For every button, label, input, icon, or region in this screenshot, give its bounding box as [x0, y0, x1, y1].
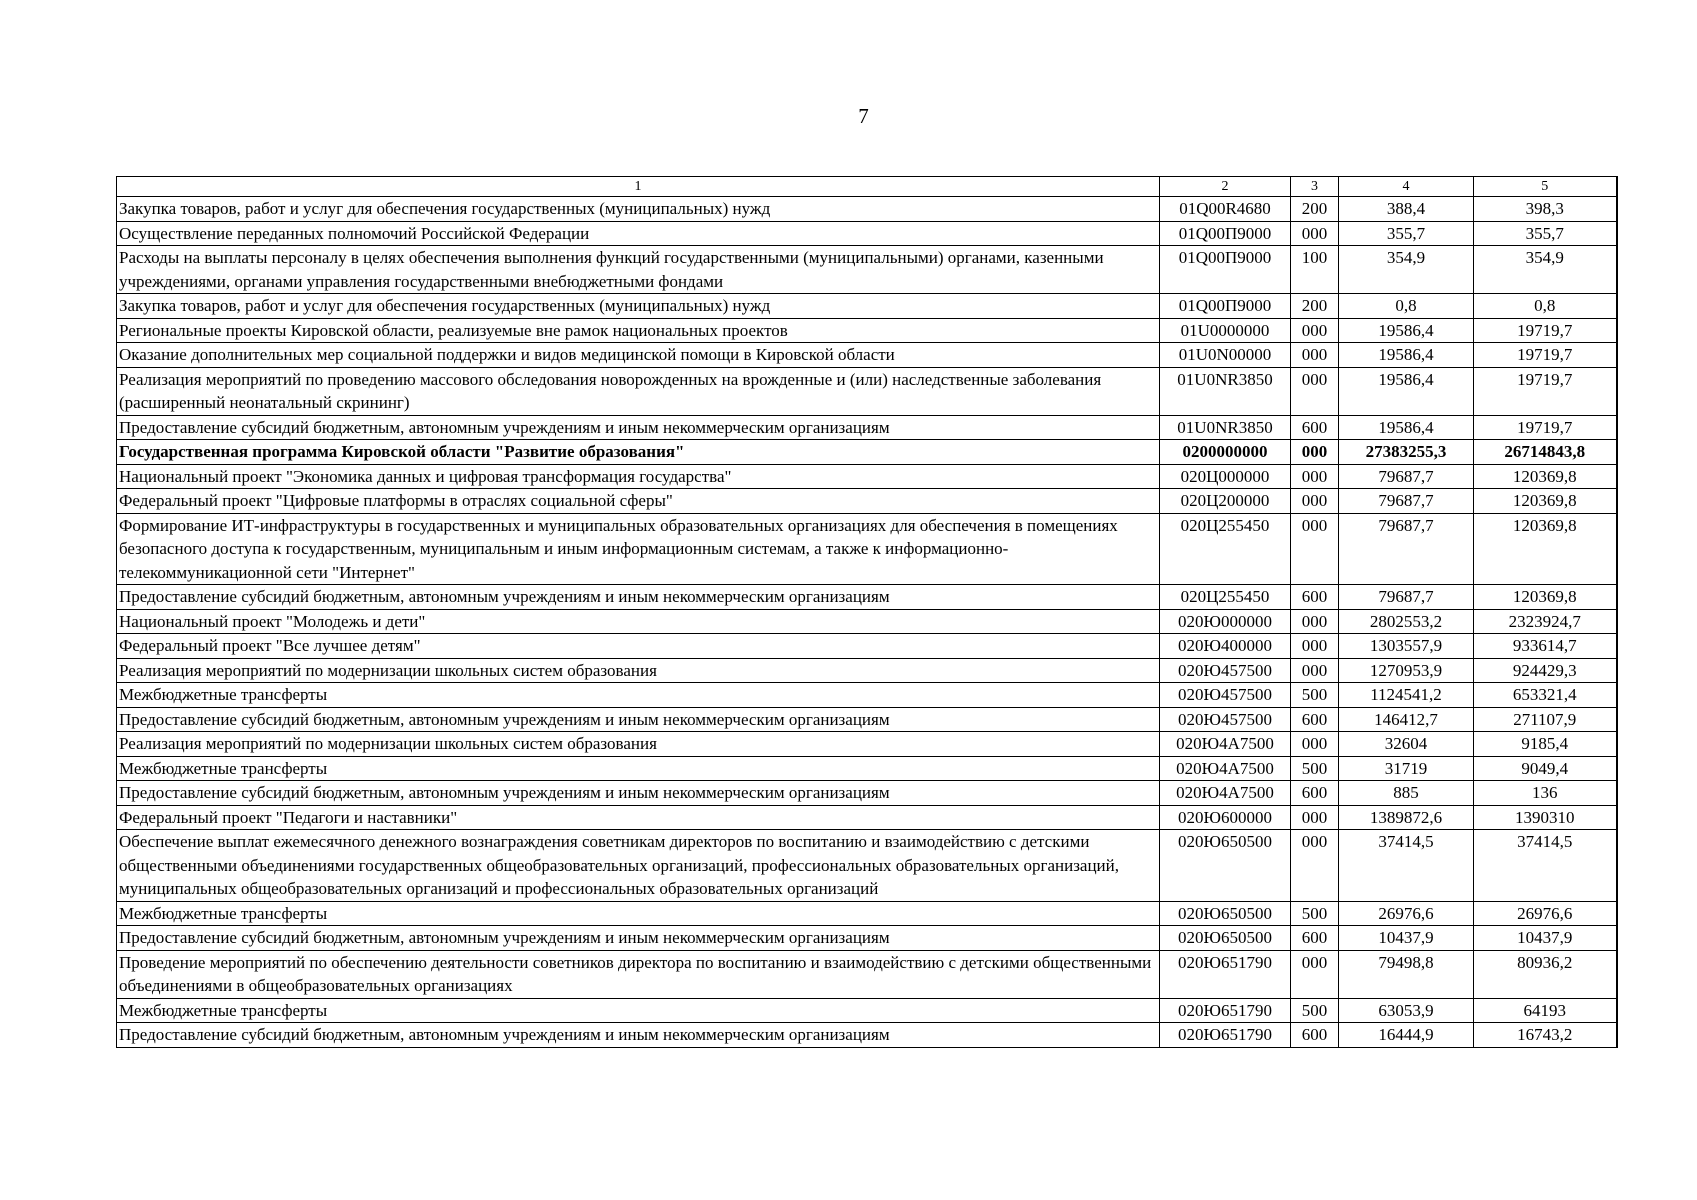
table-row: [117, 926, 1617, 951]
row-value-col4-cell: 79498,8: [1339, 950, 1474, 998]
page-number: 7: [858, 104, 869, 128]
row-code-cell: 01U0N00000: [1160, 343, 1291, 368]
row-value-col4-cell: 19586,4: [1339, 415, 1474, 440]
row-expense-type-cell: 500: [1291, 683, 1339, 708]
row-expense-type-cell: 000: [1291, 221, 1339, 246]
row-expense-type-cell: 000: [1291, 367, 1339, 415]
row-expense-type-cell: 000: [1291, 732, 1339, 757]
row-expense-type-cell: 600: [1291, 585, 1339, 610]
table-row: [117, 609, 1617, 634]
row-value-col5-cell: 80936,2: [1474, 950, 1617, 998]
row-value-col5-cell: 120369,8: [1474, 513, 1617, 585]
row-code-cell: 01Q00R4680: [1160, 197, 1291, 222]
row-code-cell: 020Ю457500: [1160, 683, 1291, 708]
row-code-cell: 020Ю4А7500: [1160, 781, 1291, 806]
row-expense-type-cell: 000: [1291, 609, 1339, 634]
row-expense-type-cell: 000: [1291, 634, 1339, 659]
row-name-cell: Формирование ИТ-инфраструктуры в государственных и муниципальных образовательных организациях для обеспечения в помещениях безопасного доступа к государственным, муниципальным и иным информационным системам, а также к информационно-телекоммуникационной сети "Интернет": [117, 513, 1160, 585]
row-value-col4-cell: 1270953,9: [1339, 658, 1474, 683]
row-value-col5-cell: 120369,8: [1474, 464, 1617, 489]
row-value-col4-cell: 26976,6: [1339, 901, 1474, 926]
row-value-col4-cell: 16444,9: [1339, 1023, 1474, 1048]
row-value-col4-cell: 2802553,2: [1339, 609, 1474, 634]
row-code-cell: 020Ю4А7500: [1160, 756, 1291, 781]
row-expense-type-cell: 600: [1291, 1023, 1339, 1048]
column-header-1: 1: [117, 177, 1160, 197]
row-expense-type-cell: 000: [1291, 440, 1339, 465]
row-code-cell: 01Q00П9000: [1160, 246, 1291, 294]
table-row: [117, 830, 1617, 902]
row-expense-type-cell: 100: [1291, 246, 1339, 294]
row-expense-type-cell: 000: [1291, 513, 1339, 585]
row-value-col4-cell: 32604: [1339, 732, 1474, 757]
row-code-cell: 020Ю651790: [1160, 998, 1291, 1023]
row-value-col4-cell: 10437,9: [1339, 926, 1474, 951]
row-expense-type-cell: 000: [1291, 343, 1339, 368]
row-name-cell: Федеральный проект "Все лучшее детям": [117, 634, 1160, 659]
row-value-col5-cell: 19719,7: [1474, 343, 1617, 368]
row-value-col5-cell: 10437,9: [1474, 926, 1617, 951]
row-name-cell: Региональные проекты Кировской области, реализуемые вне рамок национальных проектов: [117, 318, 1160, 343]
row-value-col5-cell: 64193: [1474, 998, 1617, 1023]
table-row: [117, 781, 1617, 806]
column-header-4: 4: [1339, 177, 1474, 197]
row-code-cell: 020Ю651790: [1160, 1023, 1291, 1048]
row-name-cell: Межбюджетные трансферты: [117, 756, 1160, 781]
row-value-col4-cell: 146412,7: [1339, 707, 1474, 732]
row-value-col5-cell: 354,9: [1474, 246, 1617, 294]
table-row: [117, 998, 1617, 1023]
row-name-cell: Межбюджетные трансферты: [117, 998, 1160, 1023]
row-name-cell: Федеральный проект "Цифровые платформы в отраслях социальной сферы": [117, 489, 1160, 514]
row-code-cell: 020Ю650500: [1160, 926, 1291, 951]
row-code-cell: 01U0NR3850: [1160, 415, 1291, 440]
row-value-col5-cell: 37414,5: [1474, 830, 1617, 902]
table-row: [117, 683, 1617, 708]
row-code-cell: 01U0NR3850: [1160, 367, 1291, 415]
table-row: [117, 950, 1617, 998]
row-value-col5-cell: 398,3: [1474, 197, 1617, 222]
row-value-col4-cell: 79687,7: [1339, 585, 1474, 610]
row-value-col5-cell: 120369,8: [1474, 489, 1617, 514]
table-row: [117, 343, 1617, 368]
row-value-col5-cell: 653321,4: [1474, 683, 1617, 708]
table-row: [117, 756, 1617, 781]
row-value-col4-cell: 79687,7: [1339, 464, 1474, 489]
row-name-cell: Государственная программа Кировской области "Развитие образования": [117, 440, 1160, 465]
table-row: [117, 901, 1617, 926]
row-value-col5-cell: 26714843,8: [1474, 440, 1617, 465]
row-name-cell: Оказание дополнительных мер социальной поддержки и видов медицинской помощи в Кировской области: [117, 343, 1160, 368]
row-name-cell: Реализация мероприятий по модернизации школьных систем образования: [117, 658, 1160, 683]
row-name-cell: Предоставление субсидий бюджетным, автономным учреждениям и иным некоммерческим организациям: [117, 707, 1160, 732]
row-code-cell: 020Ц255450: [1160, 585, 1291, 610]
row-value-col4-cell: 1124541,2: [1339, 683, 1474, 708]
column-header-5: 5: [1474, 177, 1617, 197]
row-value-col5-cell: 9049,4: [1474, 756, 1617, 781]
row-value-col4-cell: 1303557,9: [1339, 634, 1474, 659]
table-row: [117, 440, 1617, 465]
table-row: [117, 585, 1617, 610]
row-value-col4-cell: 37414,5: [1339, 830, 1474, 902]
row-value-col4-cell: 0,8: [1339, 294, 1474, 319]
row-value-col5-cell: 19719,7: [1474, 318, 1617, 343]
row-expense-type-cell: 000: [1291, 489, 1339, 514]
row-value-col4-cell: 355,7: [1339, 221, 1474, 246]
table-row: [117, 489, 1617, 514]
row-code-cell: 020Ц000000: [1160, 464, 1291, 489]
row-name-cell: Расходы на выплаты персоналу в целях обеспечения выполнения функций государственными (муниципальными) органами, казенными учреждениями, органами управления государственными внебюджетными фондами: [117, 246, 1160, 294]
table-row: [117, 221, 1617, 246]
table-row: [117, 464, 1617, 489]
row-value-col5-cell: 355,7: [1474, 221, 1617, 246]
row-name-cell: Предоставление субсидий бюджетным, автономным учреждениям и иным некоммерческим организациям: [117, 926, 1160, 951]
row-code-cell: 020Ю4А7500: [1160, 732, 1291, 757]
row-name-cell: Реализация мероприятий по проведению массового обследования новорожденных на врожденные и (или) наследственные заболевания (расширенный неонатальный скрининг): [117, 367, 1160, 415]
row-value-col4-cell: 79687,7: [1339, 489, 1474, 514]
row-code-cell: 020Ю400000: [1160, 634, 1291, 659]
row-value-col4-cell: 19586,4: [1339, 318, 1474, 343]
row-code-cell: 020Ю457500: [1160, 707, 1291, 732]
row-name-cell: Межбюджетные трансферты: [117, 901, 1160, 926]
row-value-col4-cell: 1389872,6: [1339, 805, 1474, 830]
row-name-cell: Предоставление субсидий бюджетным, автономным учреждениям и иным некоммерческим организациям: [117, 415, 1160, 440]
row-expense-type-cell: 200: [1291, 294, 1339, 319]
row-expense-type-cell: 000: [1291, 464, 1339, 489]
table-row: [117, 805, 1617, 830]
row-name-cell: Национальный проект "Молодежь и дети": [117, 609, 1160, 634]
table-header-row: [117, 177, 1617, 197]
row-value-col5-cell: 19719,7: [1474, 367, 1617, 415]
row-value-col4-cell: 388,4: [1339, 197, 1474, 222]
row-name-cell: Предоставление субсидий бюджетным, автономным учреждениям и иным некоммерческим организациям: [117, 781, 1160, 806]
row-code-cell: 01Q00П9000: [1160, 221, 1291, 246]
row-value-col4-cell: 19586,4: [1339, 343, 1474, 368]
table-row: [117, 732, 1617, 757]
row-expense-type-cell: 000: [1291, 830, 1339, 902]
row-expense-type-cell: 000: [1291, 318, 1339, 343]
table-row: [117, 197, 1617, 222]
row-expense-type-cell: 500: [1291, 998, 1339, 1023]
row-name-cell: Межбюджетные трансферты: [117, 683, 1160, 708]
row-name-cell: Предоставление субсидий бюджетным, автономным учреждениям и иным некоммерческим организациям: [117, 585, 1160, 610]
row-name-cell: Федеральный проект "Педагоги и наставники": [117, 805, 1160, 830]
row-code-cell: 020Ю650500: [1160, 901, 1291, 926]
row-expense-type-cell: 500: [1291, 901, 1339, 926]
table-row: [117, 658, 1617, 683]
row-name-cell: Обеспечение выплат ежемесячного денежного вознаграждения советникам директоров по воспитанию и взаимодействию с детскими общественными объединениями государственных общеобразовательных организаций, профессиональных образовательных организаций, муниципальных общеобразовательных организаций и профессиональных образовательных организаций: [117, 830, 1160, 902]
table-row: [117, 634, 1617, 659]
row-expense-type-cell: 000: [1291, 950, 1339, 998]
row-value-col5-cell: 271107,9: [1474, 707, 1617, 732]
row-code-cell: 0200000000: [1160, 440, 1291, 465]
row-value-col4-cell: 31719: [1339, 756, 1474, 781]
row-code-cell: 01U0000000: [1160, 318, 1291, 343]
row-value-col5-cell: 120369,8: [1474, 585, 1617, 610]
column-header-2: 2: [1160, 177, 1291, 197]
row-name-cell: Реализация мероприятий по модернизации школьных систем образования: [117, 732, 1160, 757]
row-expense-type-cell: 000: [1291, 805, 1339, 830]
row-code-cell: 020Ю000000: [1160, 609, 1291, 634]
row-name-cell: Закупка товаров, работ и услуг для обеспечения государственных (муниципальных) нужд: [117, 197, 1160, 222]
row-expense-type-cell: 600: [1291, 781, 1339, 806]
row-name-cell: Предоставление субсидий бюджетным, автономным учреждениям и иным некоммерческим организациям: [117, 1023, 1160, 1048]
row-code-cell: 020Ю457500: [1160, 658, 1291, 683]
row-value-col5-cell: 19719,7: [1474, 415, 1617, 440]
row-code-cell: 020Ц200000: [1160, 489, 1291, 514]
table-row: [117, 1023, 1617, 1048]
row-code-cell: 01Q00П9000: [1160, 294, 1291, 319]
table-row: [117, 246, 1617, 294]
row-value-col5-cell: 2323924,7: [1474, 609, 1617, 634]
row-name-cell: Осуществление переданных полномочий Российской Федерации: [117, 221, 1160, 246]
row-value-col5-cell: 16743,2: [1474, 1023, 1617, 1048]
row-name-cell: Проведение мероприятий по обеспечению деятельности советников директора по воспитанию и взаимодействию с детскими общественными объединениями в общеобразовательных организациях: [117, 950, 1160, 998]
table-row: [117, 367, 1617, 415]
row-expense-type-cell: 200: [1291, 197, 1339, 222]
row-value-col5-cell: 924429,3: [1474, 658, 1617, 683]
row-value-col4-cell: 885: [1339, 781, 1474, 806]
row-code-cell: 020Ю651790: [1160, 950, 1291, 998]
row-code-cell: 020Ю600000: [1160, 805, 1291, 830]
row-expense-type-cell: 600: [1291, 707, 1339, 732]
table-row: [117, 415, 1617, 440]
row-code-cell: 020Ю650500: [1160, 830, 1291, 902]
table-row: [117, 318, 1617, 343]
row-value-col4-cell: 354,9: [1339, 246, 1474, 294]
table-body: [117, 177, 1617, 1048]
budget-table: [116, 176, 1618, 1048]
table-row: [117, 294, 1617, 319]
column-header-3: 3: [1291, 177, 1339, 197]
row-value-col5-cell: 9185,4: [1474, 732, 1617, 757]
row-name-cell: Закупка товаров, работ и услуг для обеспечения государственных (муниципальных) нужд: [117, 294, 1160, 319]
row-value-col4-cell: 79687,7: [1339, 513, 1474, 585]
row-value-col4-cell: 27383255,3: [1339, 440, 1474, 465]
row-value-col5-cell: 1390310: [1474, 805, 1617, 830]
row-value-col5-cell: 933614,7: [1474, 634, 1617, 659]
row-value-col5-cell: 0,8: [1474, 294, 1617, 319]
row-expense-type-cell: 500: [1291, 756, 1339, 781]
table-row: [117, 513, 1617, 585]
table-row: [117, 707, 1617, 732]
row-code-cell: 020Ц255450: [1160, 513, 1291, 585]
row-value-col5-cell: 136: [1474, 781, 1617, 806]
row-expense-type-cell: 600: [1291, 926, 1339, 951]
row-expense-type-cell: 600: [1291, 415, 1339, 440]
row-value-col4-cell: 63053,9: [1339, 998, 1474, 1023]
row-name-cell: Национальный проект "Экономика данных и цифровая трансформация государства": [117, 464, 1160, 489]
row-value-col5-cell: 26976,6: [1474, 901, 1617, 926]
row-value-col4-cell: 19586,4: [1339, 367, 1474, 415]
row-expense-type-cell: 000: [1291, 658, 1339, 683]
